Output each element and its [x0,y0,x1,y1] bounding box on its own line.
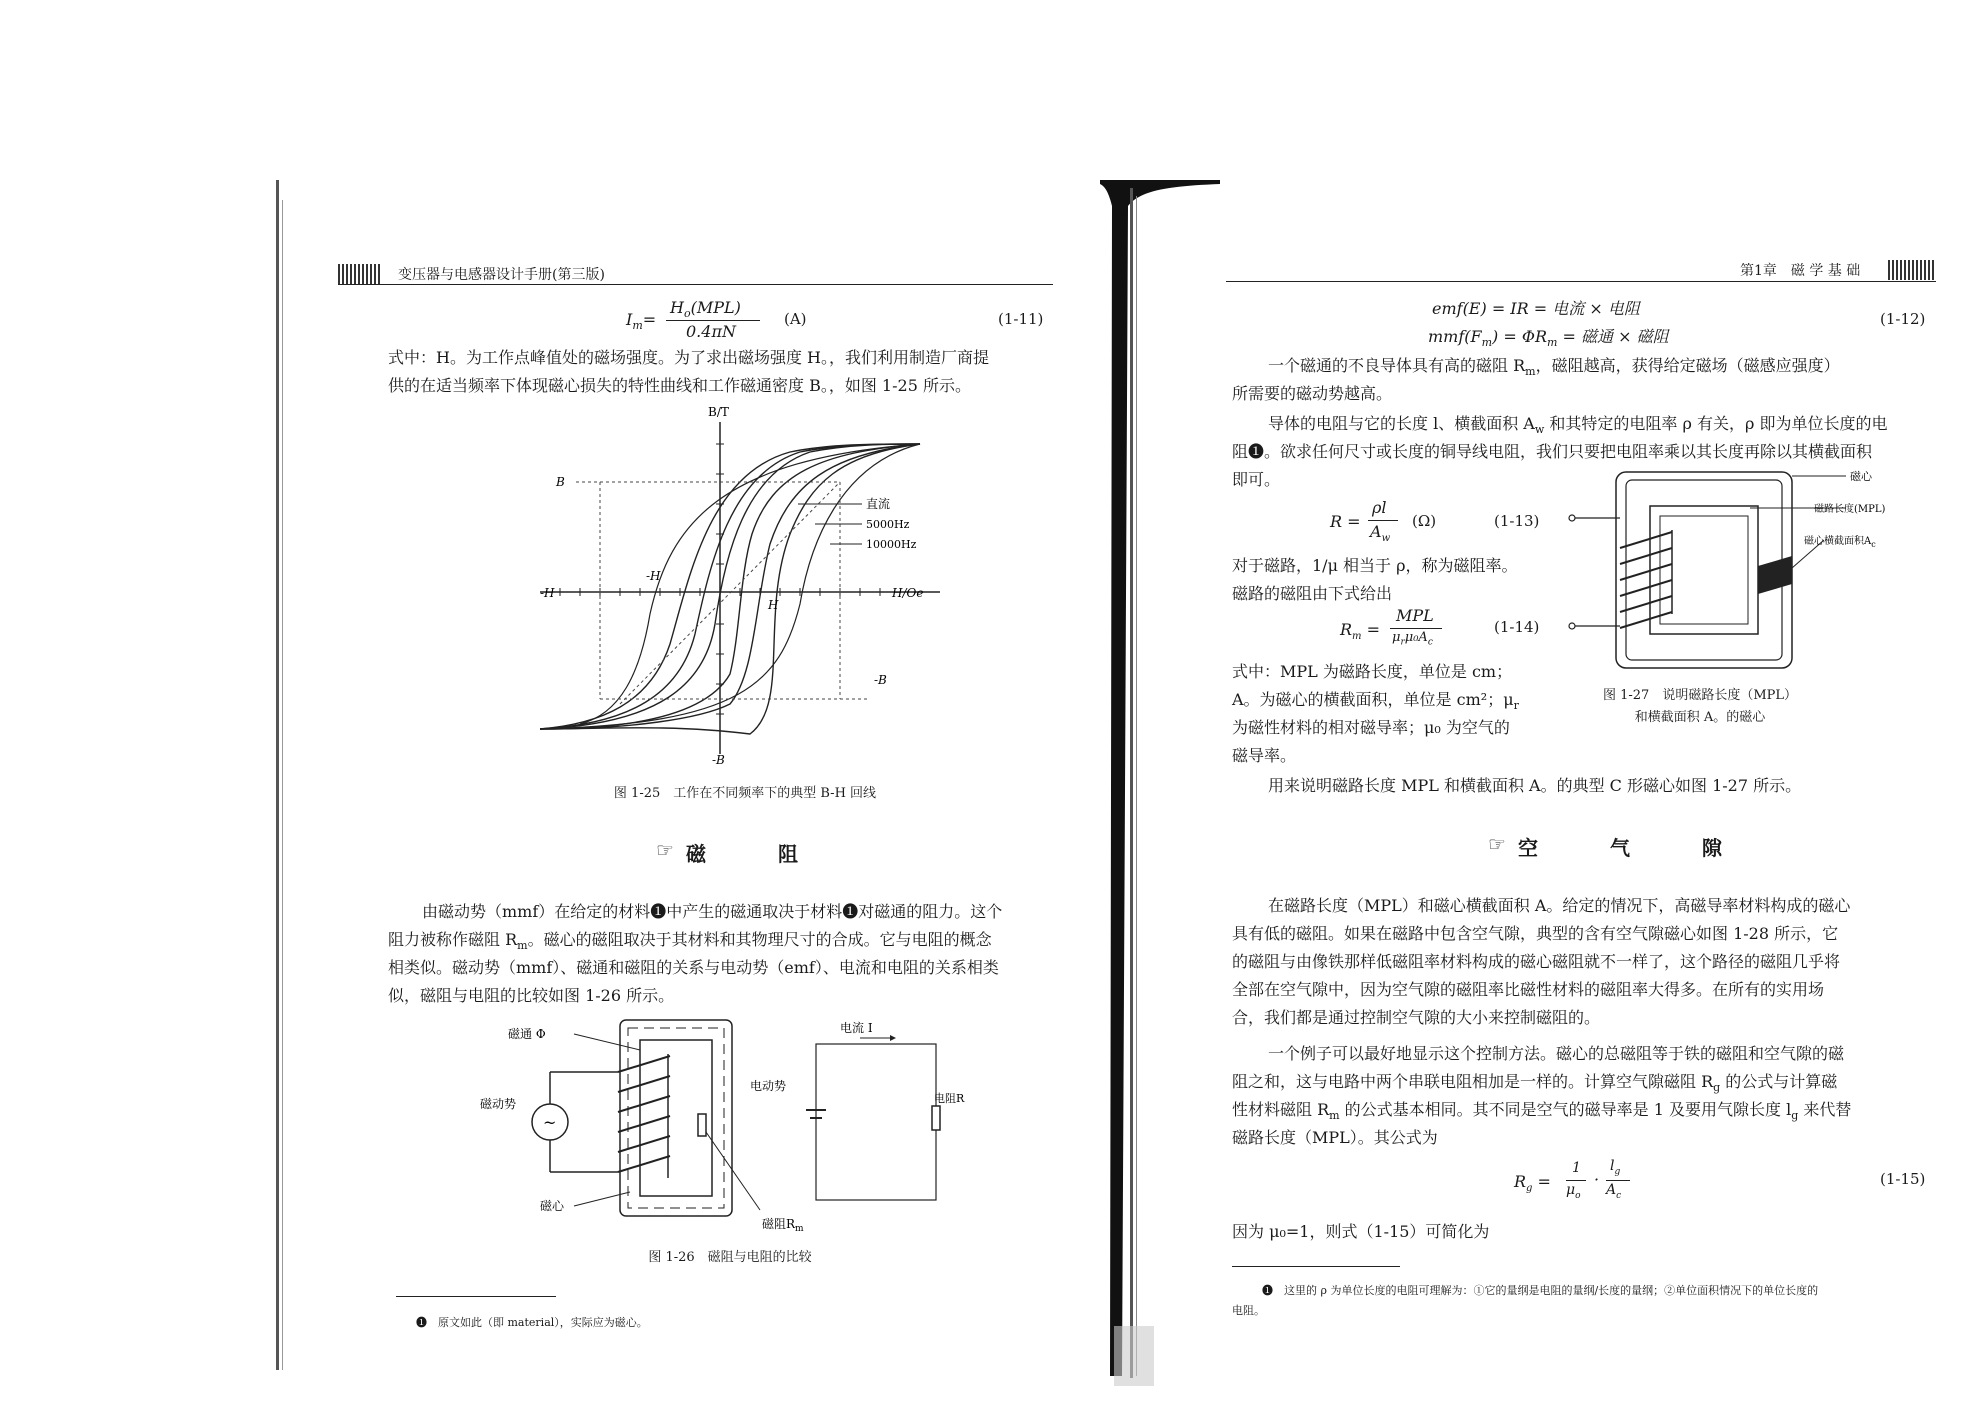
bh-loop-dc-upper [540,444,920,729]
paragraph-line: 相类似。磁动势（mmf）、磁通和磁阻的关系与电动势（emf）、电流和电阻的关系相类 [388,958,999,977]
neg-b0-label: -B [874,673,887,687]
section-title: 空 气 隙 [1518,836,1748,860]
paragraph-line: 阻之和，这与电路中两个串联电阻相加是一样的。计算空气隙磁阻 $R_g$ 的公式与计算磁 [1232,1072,1838,1095]
bh-loop-5000hz-upper [540,444,920,729]
paragraph-line: 供的在适当频率下体现磁心损失的特性曲线和工作磁通密度 B。，如图 1-25 所示。 [388,376,971,395]
scan-edge-line [276,180,279,1370]
paragraph-line: 所需要的磁动势越高。 [1232,384,1393,403]
paragraph-line: 阻力被称作磁阻 $R_m$。磁心的磁阻取决于其材料和其物理尺寸的合成。它与电阻的概念 [388,930,992,953]
paragraph-line: 由磁动势（mmf）在给定的材料❶中产生的磁通取决于材料❶对磁通的阻力。这个 [422,902,1003,921]
bh-loop-10000hz-upper [540,444,920,729]
paragraph-line: 用来说明磁路长度 MPL 和横截面积 A。的典型 C 形磁心如图 1-27 所示。 [1268,776,1802,795]
neg-b-axis-label: -B [712,753,725,764]
area-label: 磁心横截面积$A_c$ [1804,536,1876,549]
resistor-label: 电阻R [934,1092,965,1105]
gutter-shadow [1100,176,1230,1403]
paragraph-line: 为磁性材料的相对磁导率；μ₀ 为空气的 [1232,718,1510,737]
terminal [1569,515,1575,521]
current-label: 电流 I [840,1021,873,1035]
figure-caption: 图 1-26 磁阻与电阻的比较 [648,1250,812,1265]
footnote-line: 电阻。 [1232,1304,1265,1317]
bh-loop-dc-lower [540,444,920,729]
h-axis-label: H/Oe [892,586,924,600]
paragraph-line: 磁路的磁阻由下式给出 [1232,584,1393,603]
paragraph-line: 全部在空气隙中，因为空气隙的磁阻率比磁性材料的磁阻率大得多。在所有的实用场 [1232,980,1825,999]
figure-caption-line: 和横截面积 A。的磁心 [1634,710,1766,725]
flux-path [628,1028,724,1208]
curve-label-5000hz: 5000Hz [866,518,910,531]
paragraph-line: A。为磁心的横截面积，单位是 cm²；$\mu_r$ [1232,690,1519,713]
paragraph-line: 式中：H。为工作点峰值处的磁场强度。为了求出磁场强度 H。，我们利用制造厂商提 [388,348,989,367]
curve-label-10000hz: 10000Hz [866,538,917,551]
paragraph-line: 合，我们都是通过控制空气隙的大小来控制磁阻的。 [1232,1008,1601,1027]
running-header: 第1章 磁 学 基 础 [1740,263,1861,279]
terminal [1569,623,1575,629]
paragraph-line: 导体的电阻与它的长度 l、横截面积 $A_w$ 和其特定的电阻率 ρ 有关，ρ 即为单位长度的电 [1268,414,1888,437]
paragraph-line: 即可。 [1232,470,1281,489]
paragraph-line: 因为 μ₀=1，则式（1-15）可简化为 [1232,1222,1490,1241]
figure-caption-line: 图 1-27 说明磁路长度（MPL） [1602,688,1798,703]
neg-h0-label: -H [646,569,661,583]
footnote: ❶ 原文如此（即 material），实际应为磁心。 [416,1316,648,1329]
flux-label: 磁通 Φ [508,1027,546,1041]
paragraph-line: 磁导率。 [1232,746,1297,765]
footnote-line: ❶ 这里的 ρ 为单位长度的电阻可理解为：①它的量纲是电阻的量纲/长度的量纲；②单位面积情况下的单位长度的 [1262,1284,1819,1297]
resistor [932,1106,940,1130]
bh-loop-10000hz-lower [540,444,920,734]
header-rule [338,284,1053,285]
mpl-label: 磁路长度(MPL) [1814,504,1886,515]
paragraph-line: 一个磁通的不良导体具有高的磁阻 $R_m$，磁阻越高，获得给定磁场（磁感应强度） [1268,356,1840,379]
bh-loop-5000hz-lower [540,444,920,729]
paragraph-line: 对于磁路，1/μ 相当于 ρ，称为磁阻率。 [1232,556,1518,575]
footnote-rule [1232,1266,1400,1267]
mmf-label: 磁动势 [480,1097,517,1111]
h0-label: H [768,598,779,612]
equation-1-12-line2: $mmf(F_m) = \Phi R_m$ = 磁通 × 磁阻 [1428,327,1669,350]
neg-h-axis-label: -H [540,586,555,600]
reluctance-label: 磁阻$R_m$ [762,1217,804,1234]
paragraph-line: 阻❶。欲求任何尺寸或长度的铜导线电阻，我们只要把电阻率乘以其长度再除以其横截面积 [1232,442,1873,461]
scan-edge-line [282,200,283,1370]
paragraph-line: 式中：MPL 为磁路长度，单位是 cm； [1232,662,1513,681]
paragraph-line: 在磁路长度（MPL）和磁心横截面积 A。给定的情况下，高磁导率材料构成的磁心 [1268,896,1851,915]
paragraph-line: 具有低的磁阻。如果在磁路中包含空气隙，典型的含有空气隙磁心如图 1-28 所示，它 [1232,924,1839,943]
reluctance-block [698,1114,706,1136]
electric-circuit [816,1044,936,1200]
bh-loop-figure [540,404,950,764]
mpl-path [1660,516,1748,624]
paragraph-line: 一个例子可以最好地显示这个控制方法。磁心的总磁阻等于铁的磁阻和空气隙的磁 [1268,1044,1845,1063]
paragraph-line: 性材料磁阻 $R_m$ 的公式基本相同。其不同是空气的磁导率是 1 及要用气隙长度 $l_g$ 来代替 [1232,1100,1852,1123]
section-icon: ☞ [656,838,674,862]
equation-number: (1-12) [1880,310,1926,328]
emf-label: 电动势 [750,1079,787,1093]
section-title: 磁 阻 [686,842,824,866]
b0-label: B [556,475,565,489]
paragraph-line: 似，磁阻与电阻的比较如图 1-26 所示。 [388,986,675,1005]
b-axis-label: B/T [708,405,729,419]
footnote-rule [396,1296,556,1297]
header-rule [1226,281,1936,282]
section-icon: ☞ [1488,832,1506,856]
c-core-figure [1560,466,1920,676]
running-header: 变压器与电感器设计手册(第三版) [398,267,605,283]
paragraph-line: 的磁阻与由像铁那样低磁阻率材料构成的磁心磁阻就不一样了，这个路径的磁阻几乎将 [1232,952,1841,971]
reluctance-resistance-figure [470,1014,990,1244]
figure-caption: 图 1-25 工作在不同频率下的典型 B-H 回线 [613,786,877,801]
cross-section [1758,556,1792,594]
equation-1-12-line1: emf(E) = IR = 电流 × 电阻 [1432,299,1640,318]
core-label: 磁心 [1850,470,1872,483]
ac-source-symbol: ~ [543,1113,557,1132]
curve-label-dc: 直流 [866,497,891,511]
paragraph-line: 磁路长度（MPL）。其公式为 [1232,1128,1438,1147]
core-label: 磁心 [540,1199,565,1213]
header-logo [338,264,382,284]
header-logo [1888,260,1934,280]
bh-loop-outer-lower [540,444,920,729]
